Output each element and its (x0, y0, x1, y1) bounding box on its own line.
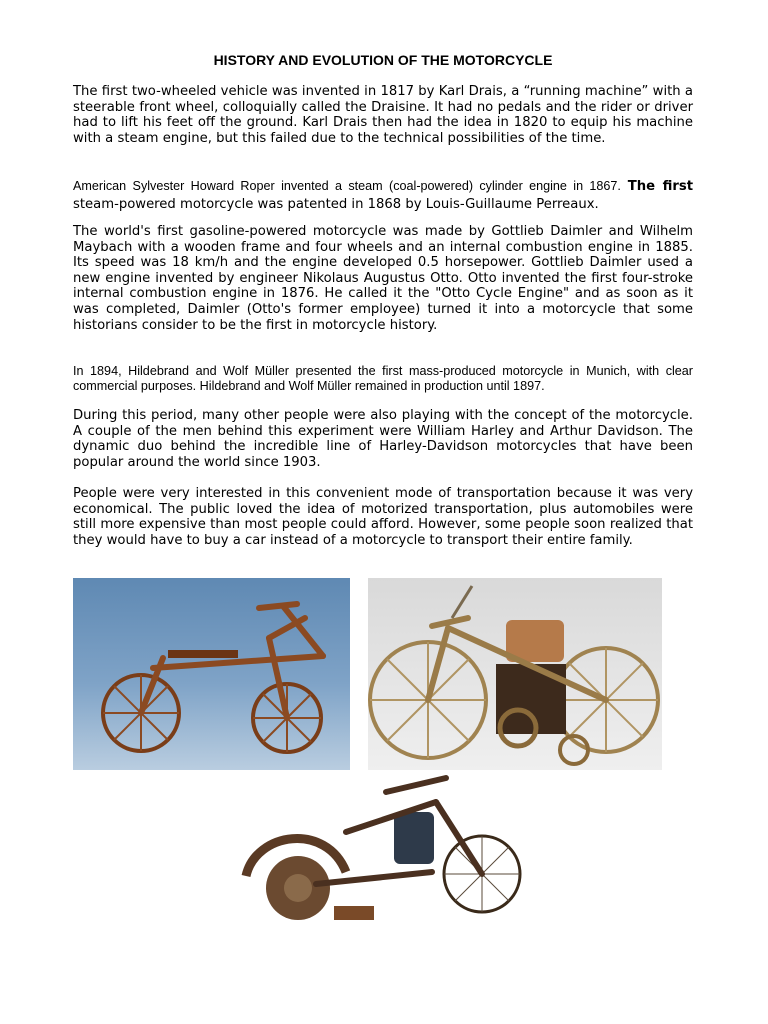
paragraph-steam-engine-bold: The first (627, 179, 693, 194)
paragraph-harley-davidson: During this period, many other people were also playing with the concept of the motorcycle. A couple of the men behind this experiment were William Harley and Arthur Davidson. The dynamic duo behind the incredible line of Harley-Davidson motorcycles that have been popular around the world since 1903. (73, 408, 693, 470)
paragraph-hildebrand-wolf-muller: In 1894, Hildebrand and Wolf Müller presented the first mass-produced motorcycle in Munich, with clear commercial purposes. Hildebrand and Wolf Müller remained in production until 1897. (73, 364, 693, 394)
page-title: HISTORY AND EVOLUTION OF THE MOTORCYCLE (213, 52, 553, 68)
paragraph-gasoline-motorcycle: The world's first gasoline-powered motorcycle was made by Gottlieb Daimler and Wilhelm Maybach with a wooden frame and four wheels and an internal combustion engine in 1885. Its speed was 18 km/h and the engine developed 0.5 horsepower. Gottlieb Daimler used a new engine invented by engineer Nikolaus Augustus Otto. Otto invented the first four-stroke internal combustion engine in 1876. He called it the "Otto Cycle Engine" and as soon as it was completed, Daimler (Otto's former employee) turned it into a motorcycle that some historians consider to be the first in motorcycle history. (73, 224, 693, 333)
hildebrand-wolfmuller-photo (236, 772, 530, 940)
paragraph-steam-engine-end: steam-powered motorcycle was patented in 1868 by Louis-Guillaume Perreaux. (73, 197, 599, 212)
daimler-reitwagen-photo (368, 578, 662, 770)
paragraph-steam-engine-start: American Sylvester Howard Roper invented a steam (coal-powered) cylinder engine in 1867. (73, 179, 621, 193)
draisine-photo (73, 578, 350, 770)
paragraph-draisine: The first two-wheeled vehicle was invented in 1817 by Karl Drais, a “running machine” with a steerable front wheel, colloquially called the Draisine. It had no pedals and the rider or driver had to lift his feet off the ground. Karl Drais then had the idea in 1820 to equip his machine with a steam engine, but this failed due to the technical possibilities of the time. (73, 84, 693, 146)
paragraph-transportation: People were very interested in this convenient mode of transportation because it was very economical. The public loved the idea of motorized transportation, plus automobiles were still more expensive than most people could afford. However, some people soon realized that they would have to buy a car instead of a motorcycle to transport their entire family. (73, 486, 693, 548)
paragraph-steam-engine (73, 177, 693, 213)
